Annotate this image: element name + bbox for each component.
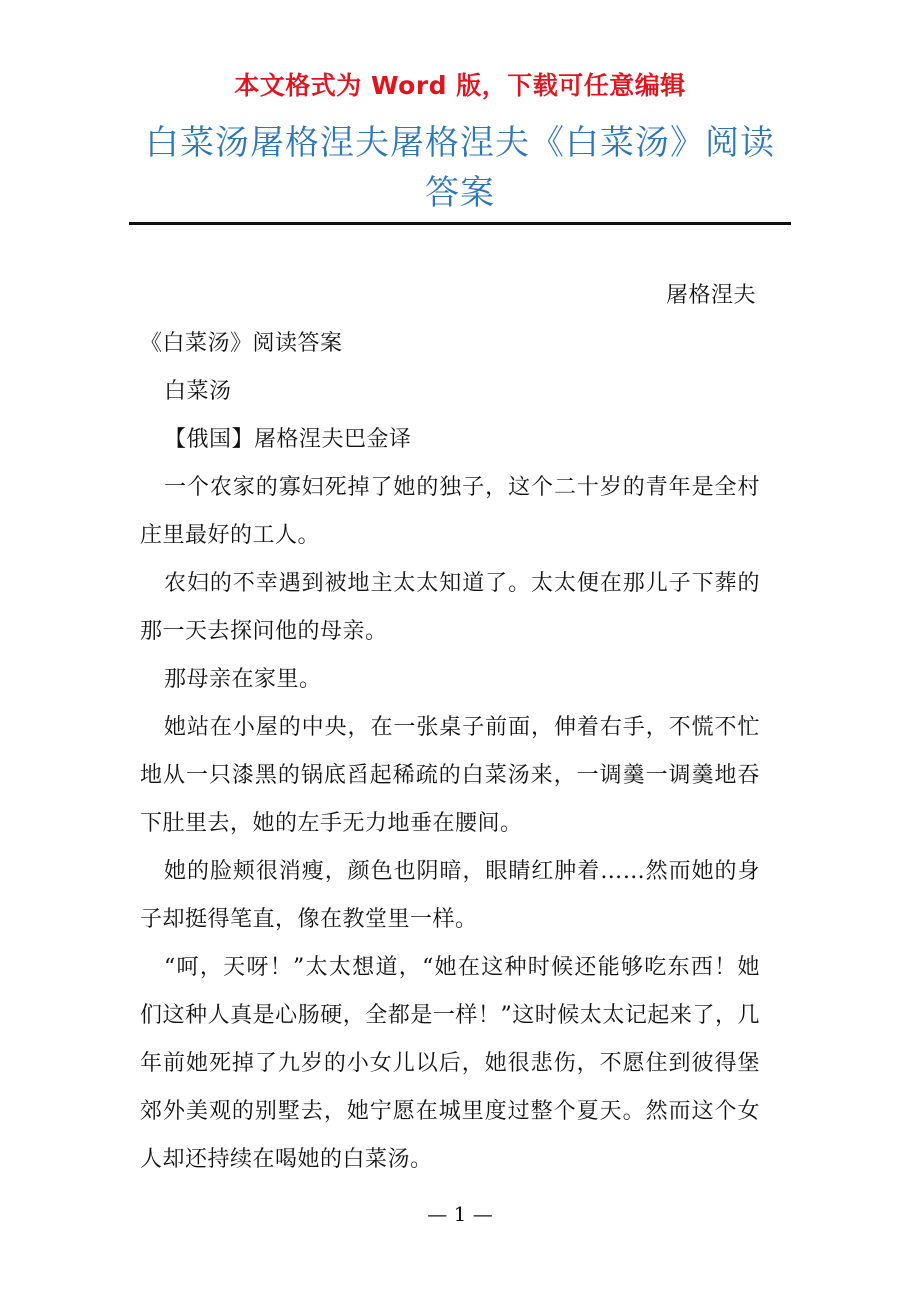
paragraph-story-title: 白菜汤 (164, 379, 232, 404)
paragraph: “呵，天呀！”太太想道，“她在这种时候还能够吃东西！她们这种人真是心肠硬，全都是一样！”这时候太太记起来了，几年前她死掉了九岁的小女儿以后，她很悲伤，不愿住到彼得堡郊外美观的别墅去，她宁愿在城里度过整个夏天。然而这个女人却还持续在喝她的白菜汤。 (140, 955, 760, 1172)
paragraph: 她站在小屋的中央，在一张桌子前面，伸着右手，不慌不忙地从一只漆黑的锅底舀起稀疏的白菜汤来，一调羹一调羹地吞下肚里去，她的左手无力地垂在腰间。 (140, 715, 760, 836)
title-divider (129, 222, 791, 225)
format-banner: 本文格式为 Word 版，下载可任意编辑 (234, 71, 686, 100)
paragraph: 一个农家的寡妇死掉了她的独子，这个二十岁的青年是全村庄里最好的工人。 (140, 475, 760, 548)
author-line: 屠格涅夫 (665, 283, 756, 308)
paragraph-subtitle: 《白菜汤》阅读答案 (140, 331, 343, 356)
paragraph: 农妇的不幸遇到被地主太太知道了。太太便在那儿子下葬的那一天去探问他的母亲。 (140, 571, 760, 644)
paragraph: 她的脸颊很消瘦，颜色也阴暗，眼睛红肿着……然而她的身子却挺得笔直，像在教堂里一样。 (140, 859, 760, 932)
document-body (140, 272, 760, 1184)
document-title: 白菜汤屠格涅夫屠格涅夫《白菜汤》阅读答案 (145, 123, 775, 213)
paragraph: 那母亲在家里。 (164, 667, 322, 692)
page-number: — 1 — (427, 1202, 493, 1226)
paragraph-translator: 【俄国】屠格涅夫巴金译 (164, 427, 412, 452)
